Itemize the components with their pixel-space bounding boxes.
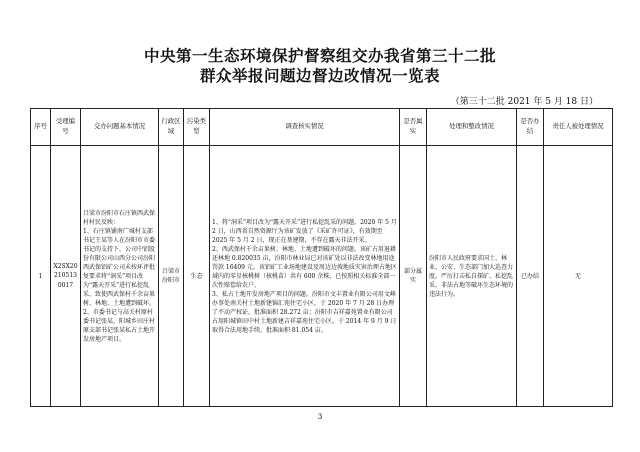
cell-pollution-type: 生态	[184, 146, 210, 407]
document-title-line1: 中央第一生态环境保护督察组交办我省第三十二批	[143, 47, 496, 65]
header-investigation: 调查核实情况	[210, 109, 400, 146]
report-table	[30, 108, 613, 407]
header-accountability: 责任人被处理情况	[544, 109, 613, 146]
investigation-paragraph: 1、将“洞采”项目改为“露天开采”进行私挖乱采的问题。2020 年 5 月 2 日，山西省自然资源厅为该矿发放了《采矿许可证》，有效期至 2025 年 5 月 2 日，现正在基建期，不存在露天非法开采。	[212, 218, 397, 244]
header-region: 行政区域	[159, 109, 184, 146]
cell-accountability: 无	[544, 146, 613, 407]
document-title-line2: 群众举报问题边督边改情况一览表	[199, 67, 440, 85]
header-case-id: 受理编号	[51, 109, 81, 146]
cell-investigation	[210, 146, 400, 407]
header-pollution-type: 污染类型	[184, 109, 210, 146]
batch-note: （第三十二批 2021 年 5 月 18 日）	[450, 97, 598, 107]
header-closed: 是否办结	[517, 109, 544, 146]
cell-handling: 汾阳市人民政府要求国土、林业、公安、生态部门加大巡查力度，严厉打击私自探矿、私挖乱采、非法占地等破坏生态环境的违法行为。	[427, 146, 517, 407]
investigation-paragraph: 3、私占土地开发房地产项目的问题。汾阳市文丰置业有限公司用文峰办事处南关村土地新建锦汇苑住宅小区，于 2020 年 7 月 28 日办理了不动产权证，批准面积 28.272 亩；汾阳市吉祥嘉苑置业有限公司占用阳城镇田中村土地新建吉祥嘉苑住宅小区，于 2014 年 9 月 9 日取得合法用地手续，批准面积 81.054 亩。	[212, 290, 397, 334]
cell-closed: 已办结	[517, 146, 544, 407]
cell-verified: 部分属实	[400, 146, 427, 407]
cell-region: 吕梁市汾阳市	[159, 146, 184, 407]
issue-paragraph: 2、市委书记与高关村原村委书记张某、阳城乡田庄村原支部书记张某私占土地开发房地产项目。	[83, 308, 156, 343]
table-row	[31, 146, 613, 407]
cell-issue	[81, 146, 159, 407]
cell-case-id: X2SX202105130017	[51, 146, 81, 407]
header-handling: 处理和整改情况	[427, 109, 517, 146]
cell-index: 1	[31, 146, 51, 407]
issue-paragraph: 1、石庄镇铺南广城村支部书记王某等人在汾阳市市委书记的支持下，公司中铝股份有限公司山西分公司汾阳西武保铝矿公司未按环评批复要求将“洞采”项目改为“露天开采”进行私挖乱采，致使西武保村千余亩果树、林地、土地遭到破坏。	[83, 227, 156, 307]
header-issue: 交办问题基本情况	[81, 109, 159, 146]
issue-paragraph: 吕梁市汾阳市石庄镇西武保村村民反映：	[83, 209, 156, 226]
investigation-paragraph: 2、西武保村千余亩果树、林地、土地遭到破坏的问题。该矿占用退耕还林地 0.820035 亩，汾阳市林业局已对该矿处以非法改变林地用途罚款 16409 元。该铝矿工业场地建设及周边边坡地质灾害治理占地区域内的零星核桃树（核桃苗）共有 600 余株，已按照相关标准全部一次性赔偿给农户。	[212, 245, 397, 289]
header-verified: 是否属实	[400, 109, 427, 146]
page-number: 3	[317, 412, 323, 421]
header-index: 序号	[31, 109, 51, 146]
table-header-row	[31, 109, 613, 146]
